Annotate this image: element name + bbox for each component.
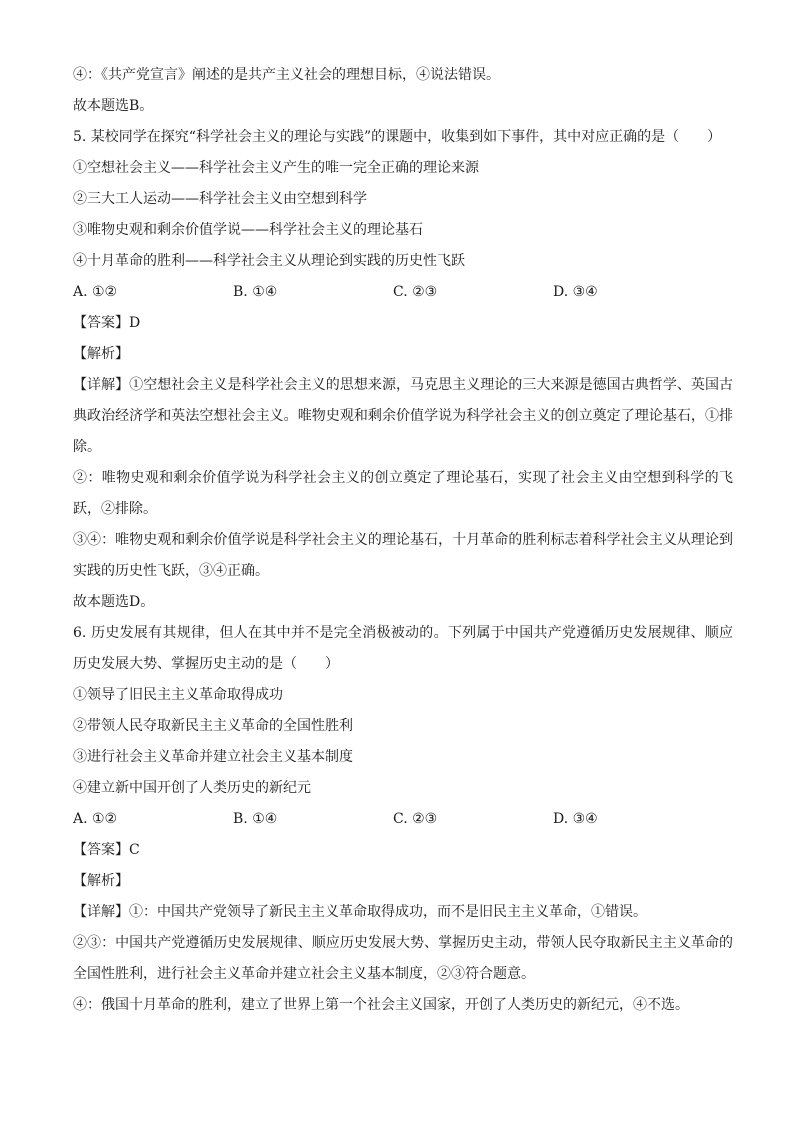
q5-option-c: C. ②③ bbox=[393, 284, 438, 300]
q4-conclusion: 故本题选B。 bbox=[73, 98, 154, 114]
q5-option-a: A. ①② bbox=[73, 284, 118, 300]
q6-option-a: A. ①② bbox=[73, 811, 118, 827]
q5-options bbox=[73, 277, 733, 308]
q6-options bbox=[73, 804, 733, 835]
q5-answer: 【答案】D bbox=[73, 315, 141, 331]
q6-stem: 6. 历史发展有其规律，但人在其中并不是完全消极被动的。下列属于中国共产党遵循历史发展规律、顺应历史发展大势、掌握历史主动的是（ ） bbox=[73, 625, 733, 672]
q5-conclusion: 故本题选D。 bbox=[73, 594, 155, 610]
q4-explanation-line: ④：《共产党宣言》阐述的是共产主义社会的理想目标，④说法错误。 bbox=[73, 67, 500, 83]
q5-detail-3: ③④：唯物史观和剩余价值学说是科学社会主义的理论基石，十月革命的胜利标志着科学社会主义从理论到实践的历史性飞跃，③④正确。 bbox=[73, 532, 733, 579]
q6-option-c: C. ②③ bbox=[393, 811, 438, 827]
q5-detail-1: 【详解】①空想社会主义是科学社会主义的思想来源，马克思主义理论的三大来源是德国古典哲学、英国古典政治经济学和英法空想社会主义。唯物史观和剩余价值学说为科学社会主义的创立奠定了理论基石，①排除。 bbox=[73, 377, 733, 455]
q5-item-3: ③唯物史观和剩余价值学说——科学社会主义的理论基石 bbox=[73, 222, 423, 238]
q5-item-4: ④十月革命的胜利——科学社会主义从理论到实践的历史性飞跃 bbox=[73, 253, 465, 269]
q5-item-1: ①空想社会主义——科学社会主义产生的唯一完全正确的理论来源 bbox=[73, 160, 479, 176]
q5-detail-2: ②：唯物史观和剩余价值学说为科学社会主义的创立奠定了理论基石，实现了社会主义由空想到科学的飞跃，②排除。 bbox=[73, 470, 733, 517]
q6-item-1: ①领导了旧民主主义革命取得成功 bbox=[73, 687, 283, 703]
q5-option-b: B. ①④ bbox=[233, 284, 278, 300]
q6-option-b: B. ①④ bbox=[233, 811, 278, 827]
q6-item-3: ③进行社会主义革命并建立社会主义基本制度 bbox=[73, 749, 353, 765]
q6-detail-2: ②③：中国共产党遵循历史发展规律、顺应历史发展大势、掌握历史主动，带领人民夺取新民主主义革命的全国性胜利，进行社会主义革命并建立社会主义基本制度，②③符合题意。 bbox=[73, 935, 733, 982]
q5-analysis-label: 【解析】 bbox=[73, 346, 129, 362]
q6-item-4: ④建立新中国开创了人类历史的新纪元 bbox=[73, 780, 311, 796]
q5-item-2: ②三大工人运动——科学社会主义由空想到科学 bbox=[73, 191, 367, 207]
document-page bbox=[73, 60, 733, 1021]
q5-option-d: D. ③④ bbox=[553, 284, 598, 300]
q6-detail-3: ④：俄国十月革命的胜利，建立了世界上第一个社会主义国家，开创了人类历史的新纪元，④不选。 bbox=[73, 997, 689, 1013]
q6-item-2: ②带领人民夺取新民主主义革命的全国性胜利 bbox=[73, 718, 353, 734]
q6-analysis-label: 【解析】 bbox=[73, 873, 129, 889]
q5-stem: 5. 某校同学在探究“科学社会主义的理论与实践”的课题中，收集到如下事件，其中对应正确的是（ ） bbox=[73, 129, 722, 145]
q6-answer: 【答案】C bbox=[73, 842, 140, 858]
q6-option-d: D. ③④ bbox=[553, 811, 598, 827]
q6-detail-1: 【详解】①：中国共产党领导了新民主主义革命取得成功，而不是旧民主主义革命，①错误。 bbox=[73, 904, 647, 920]
